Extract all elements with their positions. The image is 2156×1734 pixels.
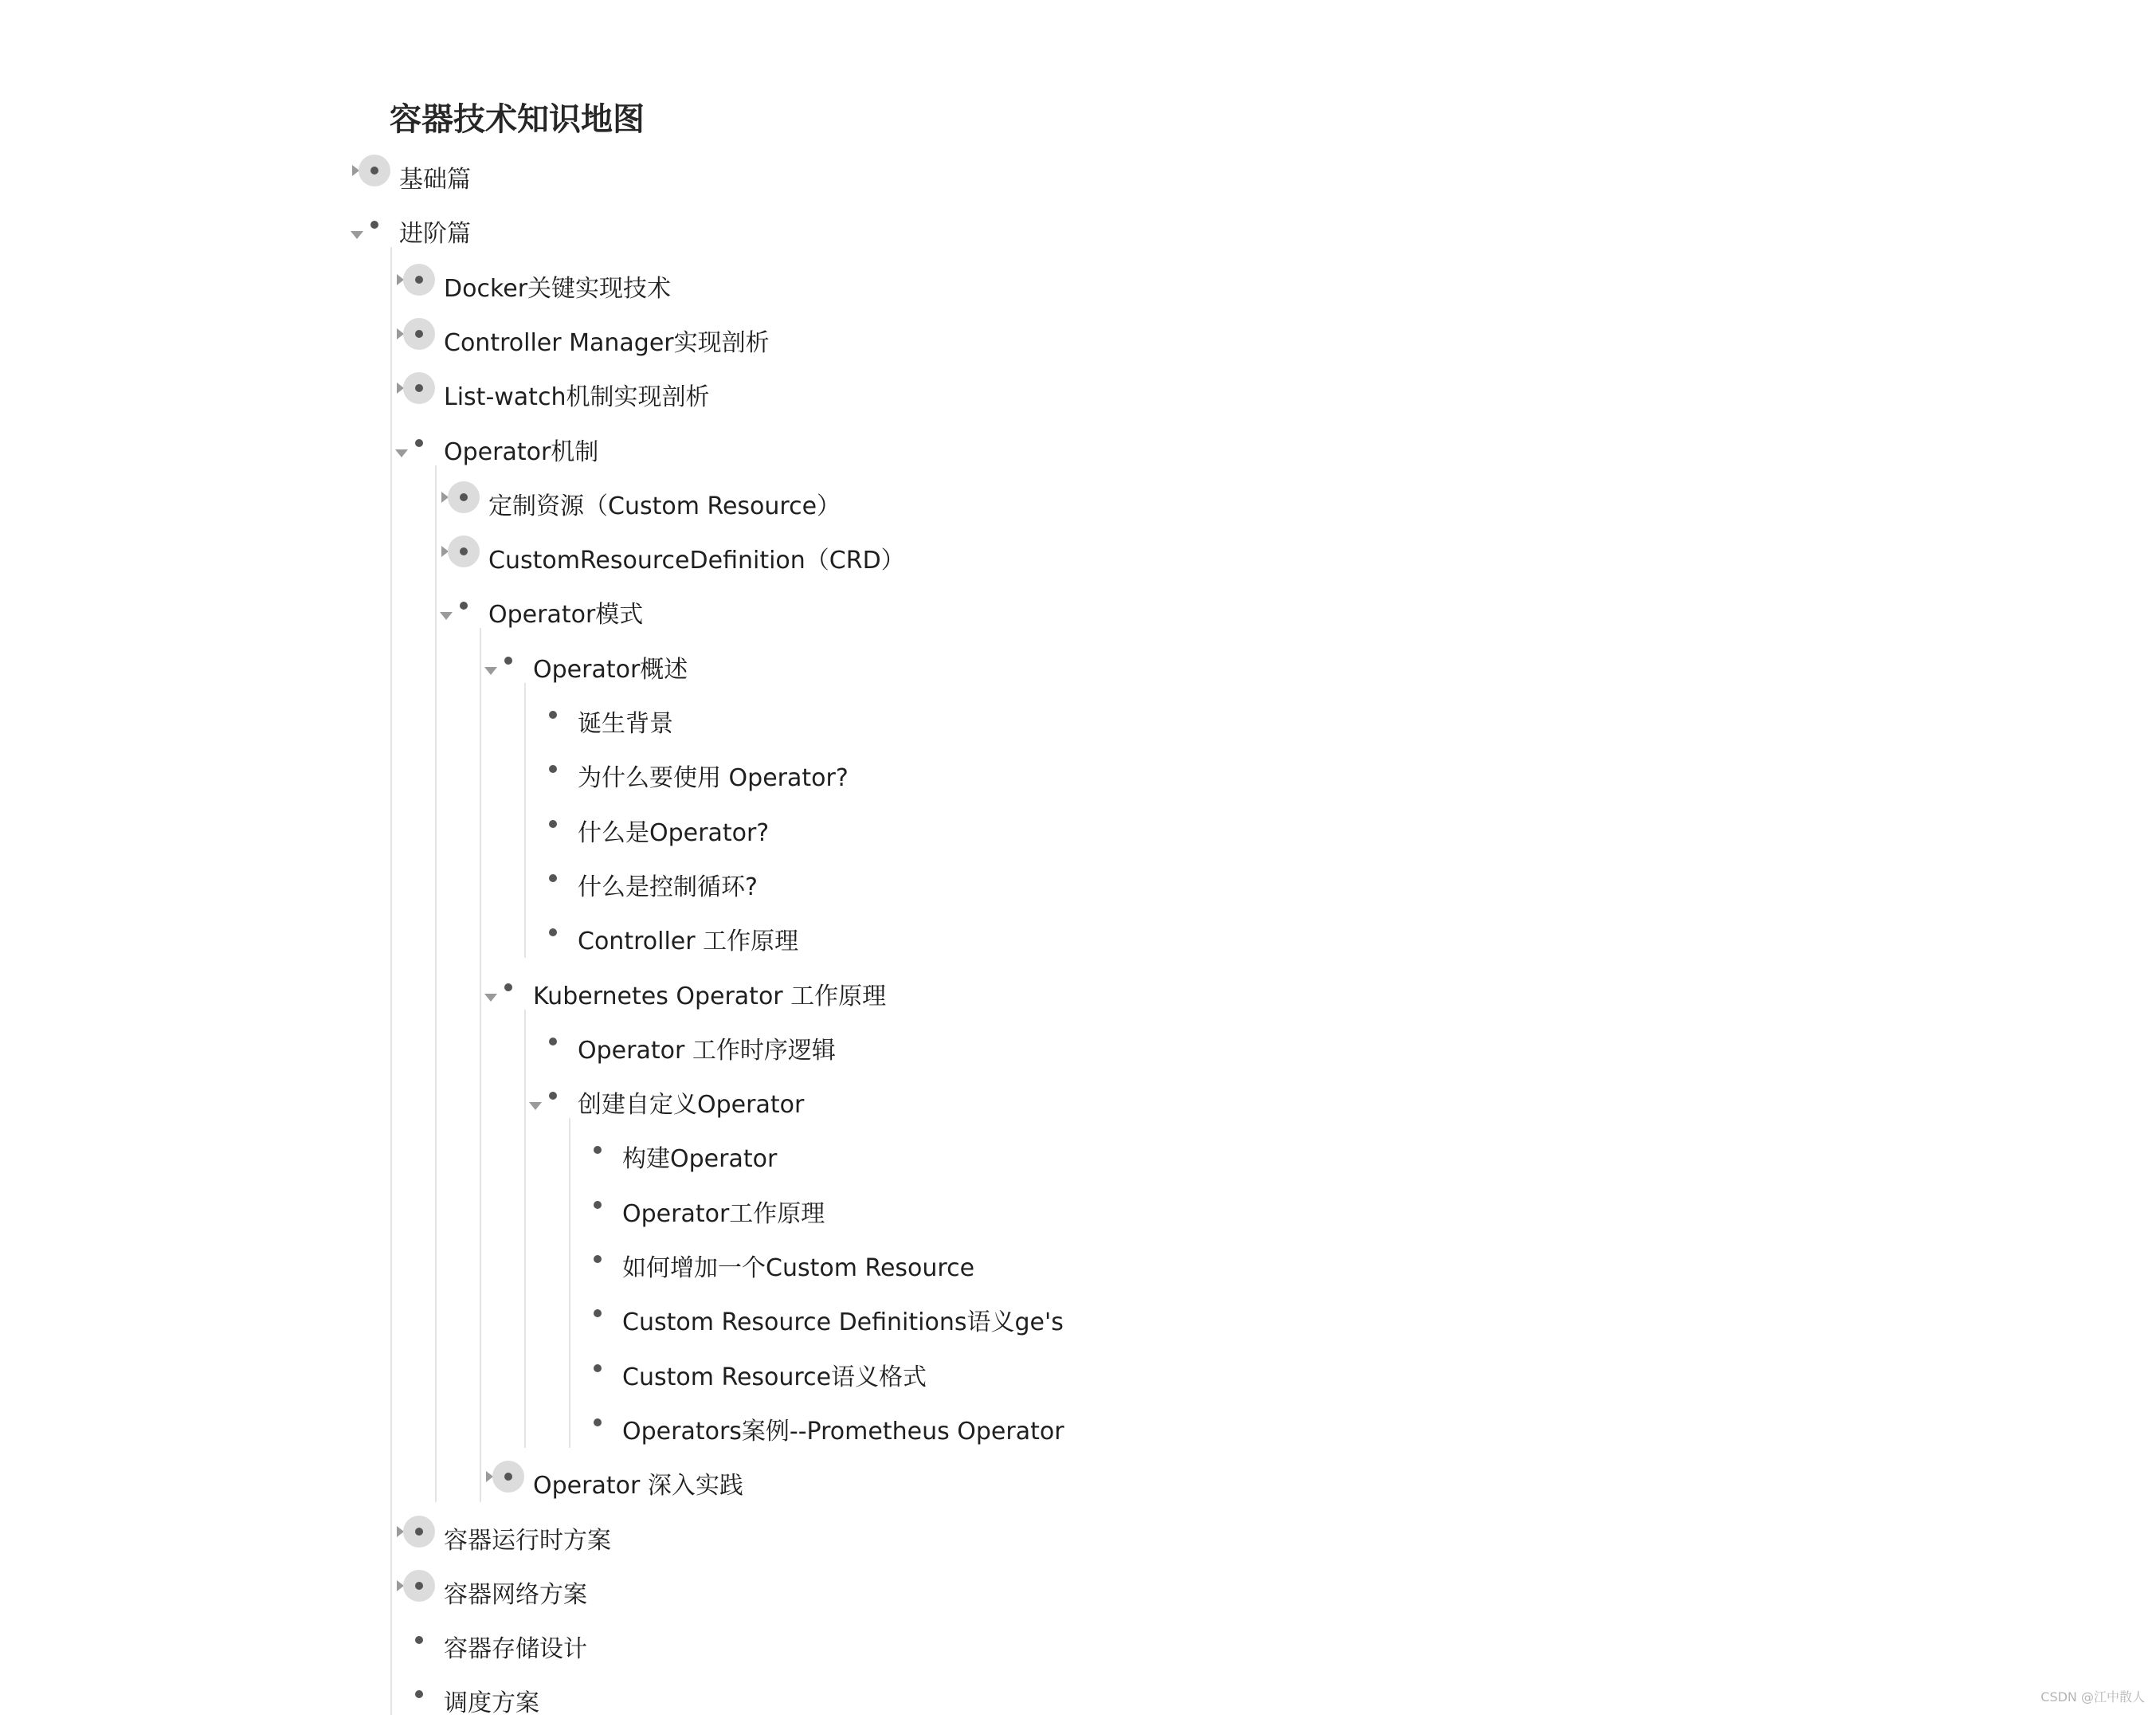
bullet-dot-icon	[549, 874, 557, 882]
bullet-dot-icon	[415, 384, 423, 392]
outline-item-label: 如何增加一个Custom Resource	[622, 1254, 975, 1282]
outline-item-label: 为什么要使用 Operator?	[578, 764, 849, 793]
bullet-dot-icon	[504, 983, 512, 991]
watermark: CSDN @江中散人	[2040, 1689, 2145, 1705]
outline-item-label: 定制资源（Custom Resource）	[488, 492, 841, 520]
bullet-dot-icon	[594, 1309, 602, 1317]
bullet-icon[interactable]	[537, 699, 569, 731]
outline-item[interactable]	[529, 1081, 1485, 1136]
bullet-dot-icon	[370, 167, 378, 175]
outline-item-label: Operator概述	[533, 655, 688, 684]
tree-guide-line	[435, 465, 437, 1503]
bullet-dot-icon	[594, 1418, 602, 1426]
outline-item[interactable]	[395, 320, 1351, 374]
bullet-dot-icon	[504, 1473, 512, 1481]
bullet-dot-icon	[549, 765, 557, 773]
outline-item-label: 诞生背景	[578, 710, 673, 738]
bullet-dot-icon	[415, 1636, 423, 1644]
bullet-icon[interactable]	[492, 645, 524, 677]
outline-item[interactable]	[440, 537, 1396, 591]
bullet-icon[interactable]	[448, 481, 480, 513]
outline-item[interactable]	[574, 1299, 1530, 1353]
outline-item[interactable]	[529, 700, 1485, 755]
bullet-dot-icon	[415, 1528, 423, 1536]
tree-guide-line	[524, 1010, 526, 1448]
bullet-dot-icon	[415, 439, 423, 447]
outline-item[interactable]	[395, 1680, 1351, 1734]
bullet-icon[interactable]	[582, 1406, 613, 1438]
bullet-icon[interactable]	[403, 1624, 435, 1656]
bullet-icon[interactable]	[403, 1516, 435, 1548]
outline-item[interactable]	[351, 156, 1307, 210]
outline-item-label: 什么是控制循环?	[578, 873, 758, 901]
bullet-dot-icon	[415, 276, 423, 284]
outline-item-label: Operator模式	[488, 601, 644, 630]
bullet-icon[interactable]	[403, 264, 435, 296]
outline-item-label: Operator 深入实践	[533, 1472, 743, 1501]
outline-item[interactable]	[529, 918, 1485, 972]
tree-guide-line	[480, 628, 481, 1502]
outline-item[interactable]	[395, 1571, 1351, 1626]
outline-item-label: Operator机制	[444, 437, 599, 466]
bullet-dot-icon	[370, 221, 378, 229]
outline-item[interactable]	[395, 1517, 1351, 1571]
outline-item-label: Controller Manager实现剖析	[444, 328, 770, 357]
outline-item-label: CustomResourceDefinition（CRD）	[488, 547, 905, 575]
outline-item-label: Operator工作原理	[622, 1199, 825, 1228]
outline-item-label: 基础篇	[399, 166, 471, 194]
outline-item-label: Operator 工作时序逻辑	[578, 1036, 836, 1065]
bullet-icon[interactable]	[403, 318, 435, 350]
outline-item[interactable]	[529, 864, 1485, 918]
bullet-icon[interactable]	[582, 1189, 613, 1221]
bullet-icon[interactable]	[448, 590, 480, 622]
bullet-icon[interactable]	[537, 916, 569, 948]
bullet-icon[interactable]	[359, 209, 390, 241]
outline-item-label: 容器网络方案	[444, 1580, 587, 1609]
bullet-icon[interactable]	[492, 1461, 524, 1493]
bullet-icon[interactable]	[582, 1352, 613, 1384]
bullet-dot-icon	[549, 928, 557, 936]
bullet-dot-icon	[549, 1092, 557, 1100]
outline-item[interactable]	[395, 429, 1351, 483]
bullet-dot-icon	[460, 602, 468, 610]
bullet-icon[interactable]	[537, 1026, 569, 1057]
outline-item[interactable]	[574, 1354, 1530, 1408]
bullet-dot-icon	[460, 547, 468, 555]
outline-item[interactable]	[484, 646, 1441, 700]
bullet-icon[interactable]	[403, 1678, 435, 1710]
bullet-icon[interactable]	[448, 536, 480, 567]
outline-item-label: Custom Resource Definitions语义ge's	[622, 1308, 1064, 1337]
tree-guide-line	[524, 683, 526, 959]
bullet-icon[interactable]	[537, 1080, 569, 1112]
bullet-icon[interactable]	[403, 427, 435, 459]
bullet-icon[interactable]	[537, 808, 569, 840]
page-title: 容器技术知识地图	[390, 101, 645, 138]
bullet-dot-icon	[549, 820, 557, 828]
bullet-dot-icon	[415, 330, 423, 338]
outline-item-label: 什么是Operator?	[578, 818, 770, 847]
tree-guide-line	[390, 247, 392, 1715]
outline-item-label: 调度方案	[444, 1689, 539, 1718]
bullet-icon[interactable]	[582, 1297, 613, 1329]
bullet-dot-icon	[594, 1255, 602, 1263]
outline-item[interactable]	[529, 1027, 1485, 1081]
bullet-dot-icon	[594, 1201, 602, 1209]
outline-item[interactable]	[440, 591, 1396, 645]
outline-item[interactable]	[395, 1626, 1351, 1680]
outline-item-label: List-watch机制实现剖析	[444, 383, 710, 412]
outline-item[interactable]	[440, 483, 1396, 537]
outline-item[interactable]	[395, 374, 1351, 428]
bullet-dot-icon	[549, 1038, 557, 1046]
outline-item[interactable]	[529, 755, 1485, 809]
outline-item-label: Controller 工作原理	[578, 928, 799, 956]
outline-item[interactable]	[574, 1245, 1530, 1299]
bullet-icon[interactable]	[537, 862, 569, 894]
bullet-icon[interactable]	[582, 1243, 613, 1275]
outline-item[interactable]	[395, 265, 1351, 320]
bullet-icon[interactable]	[403, 1570, 435, 1602]
outline-item[interactable]	[484, 1462, 1441, 1516]
outline-item[interactable]	[574, 1191, 1530, 1245]
bullet-dot-icon	[504, 657, 512, 665]
outline-item-label: Kubernetes Operator 工作原理	[533, 982, 887, 1010]
bullet-dot-icon	[415, 1690, 423, 1698]
outline-item-label: 构建Operator	[622, 1145, 778, 1174]
bullet-dot-icon	[594, 1364, 602, 1372]
outline-item[interactable]	[574, 1408, 1530, 1462]
outline-item-label: Docker关键实现技术	[444, 274, 672, 303]
tree-guide-line	[569, 1118, 570, 1448]
bullet-icon[interactable]	[359, 155, 390, 186]
outline-item[interactable]	[574, 1136, 1530, 1190]
bullet-icon[interactable]	[492, 971, 524, 1003]
outline-item-label: Custom Resource语义格式	[622, 1363, 927, 1391]
outline-item-label: Operators案例--Prometheus Operator	[622, 1417, 1064, 1446]
bullet-dot-icon	[460, 493, 468, 501]
bullet-dot-icon	[594, 1146, 602, 1154]
outline-item[interactable]	[351, 210, 1307, 265]
outline-item-label: 创建自定义Operator	[578, 1091, 805, 1120]
bullet-icon[interactable]	[582, 1134, 613, 1166]
outline-item[interactable]	[484, 973, 1441, 1027]
outline-item-label: 进阶篇	[399, 220, 471, 249]
bullet-icon[interactable]	[537, 753, 569, 785]
bullet-icon[interactable]	[403, 372, 435, 404]
bullet-dot-icon	[415, 1582, 423, 1590]
outline-item[interactable]	[529, 810, 1485, 864]
outline-item-label: 容器运行时方案	[444, 1526, 611, 1555]
bullet-dot-icon	[549, 711, 557, 719]
outline-item-label: 容器存储设计	[444, 1635, 587, 1664]
